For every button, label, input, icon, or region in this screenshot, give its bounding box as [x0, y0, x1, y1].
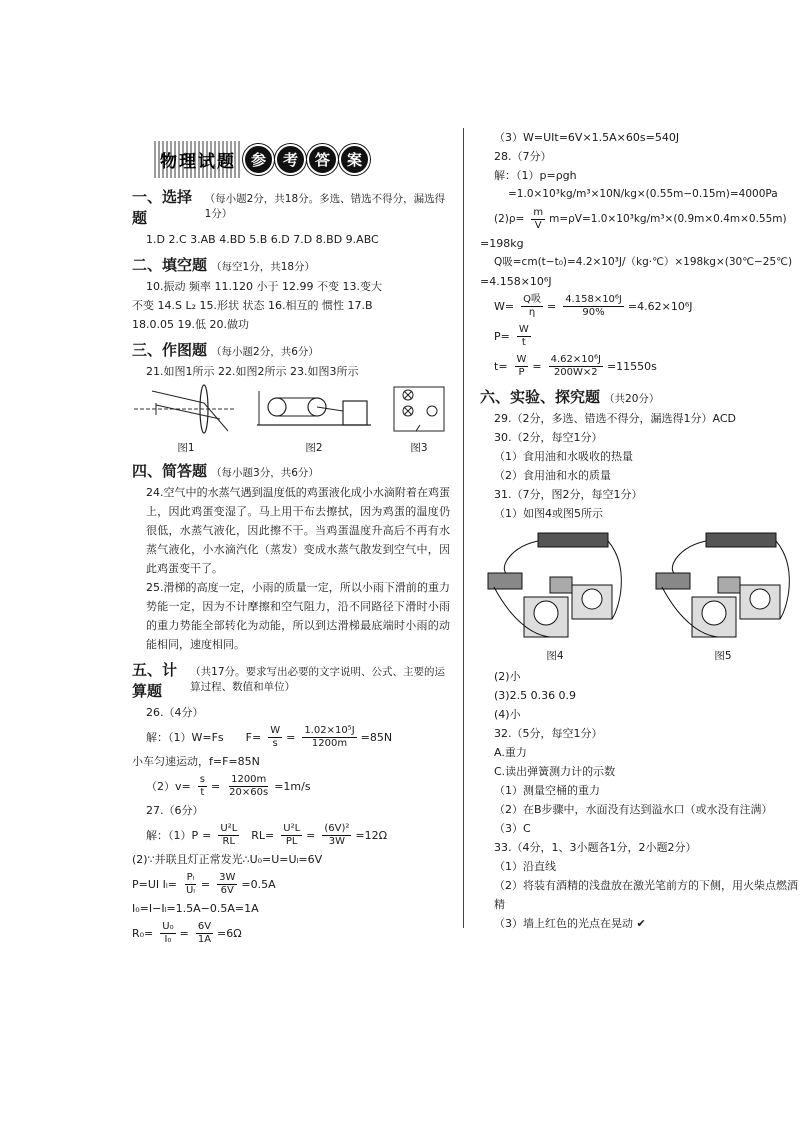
q33-line-3 — [480, 914, 798, 933]
q33-text: （3）墙上红色的光点在晃动 — [494, 917, 633, 930]
q28-step: (2)ρ= — [494, 213, 525, 225]
figure-5 — [648, 527, 798, 663]
figure-1 — [132, 381, 240, 455]
q32-line: A.重力 — [494, 746, 527, 759]
title-subject: 物理试题 — [154, 141, 242, 178]
q28-line: 解：（1）p=ρgh — [494, 169, 577, 182]
q27-result: =12Ω — [355, 828, 388, 842]
section-short-answer — [132, 460, 450, 481]
figure-3 — [388, 381, 450, 455]
fraction: $\frac{1200m}{20\times 60s}$ — [229, 773, 269, 798]
fraction: $\frac{W}{t}$ — [518, 323, 529, 348]
drawing-line: 21.如图1所示 22.如图2所示 23.如图3所示 — [146, 365, 359, 378]
q28-step: t= — [494, 359, 508, 373]
q27-result: =0.5A — [241, 877, 276, 891]
title-char: 答 — [307, 144, 338, 175]
q28-result: =11550s — [606, 359, 657, 373]
title-char: 参 — [243, 144, 274, 175]
q33-line: （2）将装有酒精的浅盘放在激光笔前方的下侧，用火柴点燃酒精 — [494, 879, 798, 911]
q28-step: P= — [494, 329, 510, 343]
q27-step: P=UI Iₗ= — [132, 877, 177, 891]
column-divider — [463, 128, 464, 928]
fill-line: 10.振动 频率 11.120 小于 12.99 不变 13.变大 — [146, 280, 382, 293]
fraction: $\frac{\text{U₀}}{\text{I₀}}$ — [162, 920, 174, 945]
figure-4 — [480, 527, 630, 663]
q28-step: W= — [494, 299, 515, 313]
q33: 33.（4分，1、3小题各1分，2小题2分） — [494, 841, 697, 854]
figure-2 — [255, 381, 373, 455]
fraction: $\frac{3W}{6V}$ — [219, 871, 236, 896]
q30: 30.（2分，每空1分） — [494, 431, 603, 444]
q27-work-2: P=UI Iₗ= $\frac{\text{Pₗ}}{\text{Uₗ}}$ = $\frac{3W}{6V}$ =0.5A — [132, 871, 276, 896]
fraction: $\frac{s}{t}$ — [199, 773, 205, 798]
left-column — [132, 128, 450, 948]
q30-line: （1）食用油和水吸收的热量 — [494, 450, 633, 463]
q28-heat: Q吸=cm(t−t₀)=4.2×10³J/（kg·℃）×198kg×(30℃−25℃) — [494, 256, 793, 268]
lens-diagram — [132, 381, 240, 437]
q26-result: =1m/s — [274, 779, 311, 793]
section-heading: 一、选择题 — [132, 188, 193, 227]
q28-line: =198kg — [480, 237, 524, 250]
fraction: $\frac{\text{1.02×10⁵J}}{1200m}$ — [304, 724, 355, 749]
fraction: $\frac{\text{U²L}}{RL}$ — [220, 822, 238, 847]
q27-work: 解：（1）P = $\frac{\text{U²L}}{RL}$ RL= $\frac{\text{U²L}}{PL}$ = $\frac{\text{(6V)²}}{3W}$ =12Ω — [146, 822, 388, 847]
section-note: （共20分） — [604, 393, 660, 405]
q32-line: （2）在B步骤中，水面没有达到溢水口（或水没有注满） — [494, 803, 773, 816]
q26-work: 解：（1）W=Fs F= $\frac{W}{s}$ = $\frac{\text{1.02×10⁵J}}{1200m}$ =85N — [146, 724, 393, 749]
section-heading: 四、简答题 — [132, 462, 208, 480]
fraction: $\frac{6V}{1A}$ — [197, 920, 212, 945]
q27-step: R₀= — [132, 926, 154, 940]
figure-caption: 图2 — [305, 442, 323, 454]
section-calculation — [132, 659, 450, 701]
apparatus-diagram — [648, 527, 798, 645]
q27-step: 解：（1）P — [146, 829, 199, 842]
q26-step: F= — [245, 730, 262, 744]
q26-step: （2）v= — [146, 780, 191, 793]
fraction: $\frac{\text{Q吸}}{\eta}$ — [523, 293, 541, 318]
section-note: （每小题3分，共6分） — [211, 467, 319, 479]
q32-line: （1）测量空桶的重力 — [494, 784, 600, 797]
section-heading: 二、填空题 — [132, 256, 208, 274]
fill-line: 不变 14.S L₂ 15.形状 状态 16.相互的 惯性 17.B — [132, 299, 373, 312]
q26-line: 小车匀速运动，f=F=85N — [132, 755, 260, 768]
section-note: （每空1分，共18分） — [211, 261, 316, 273]
fraction: $\frac{\text{4.158×10⁶J}}{90\%}$ — [565, 293, 622, 318]
section-fill — [132, 254, 450, 275]
figure-caption: 图3 — [410, 442, 428, 454]
q28-power — [480, 321, 798, 351]
figure-caption: 图1 — [177, 442, 195, 454]
fraction: $\frac{\text{U²L}}{PL}$ — [283, 822, 301, 847]
q32-line: C.读出弹簧测力计的示数 — [494, 765, 616, 778]
fraction: $\frac{W}{P}$ — [516, 353, 527, 378]
section-drawing — [132, 339, 450, 360]
q27-step: RL= — [251, 828, 275, 842]
q26-result: =85N — [360, 730, 393, 744]
apparatus-diagram — [480, 527, 630, 645]
section-choice — [132, 186, 450, 228]
check-mark-icon: ✔ — [636, 917, 646, 930]
q28-line: =1.0×10³kg/m³×10N/kg×(0.55m−0.15m)=4000Pa — [508, 188, 778, 200]
q28-label: 28.（7分） — [494, 150, 552, 163]
q29: 29.（2分，多选、错选不得分，漏选得1分）ACD — [494, 412, 736, 425]
q33-line: （1）沿直线 — [494, 860, 556, 873]
section-note: （每小题2分，共18分。多选、错选不得分，漏选得1分） — [204, 193, 446, 220]
section-heading: 六、实验、探究题 — [480, 388, 601, 406]
q27-line: I₀=I−Iₗ=1.5A−0.5A=1A — [132, 902, 259, 915]
circuit-diagram — [388, 381, 450, 437]
title-circles — [242, 144, 370, 175]
q26-step: 解：（1）W=Fs — [146, 731, 224, 744]
page-title — [154, 140, 450, 178]
figure-caption: 图5 — [714, 650, 732, 662]
q32-line: （3）C — [494, 822, 531, 835]
q27-part3: （3）W=UIt=6V×1.5A×60s=540J — [494, 131, 680, 144]
title-char: 考 — [275, 144, 306, 175]
q32: 32.（5分，每空1分） — [494, 727, 603, 740]
q28-step: m=ρV=1.0×10³kg/m³×(0.9m×0.4m×0.55m) — [549, 213, 787, 225]
right-column — [480, 128, 798, 933]
q28-time: t= $\frac{W}{P}$ = $\frac{\text{4.62×10⁶J}}{200W\times 2}$ =11550s — [494, 353, 657, 378]
q26-work-2: （2）v= $\frac{s}{t}$ = $\frac{1200m}{20\times 60s}$ =1m/s — [146, 773, 311, 798]
section-experiment — [480, 386, 798, 407]
fill-line: 18.0.05 19.低 20.做功 — [132, 318, 249, 331]
q28-result: =4.62×10⁶J — [627, 299, 693, 313]
q31-line: (3)2.5 0.36 0.9 — [494, 689, 577, 702]
q28-density — [480, 204, 798, 234]
q31-line: （1）如图4或图5所示 — [494, 507, 603, 520]
q27-label: 27.（6分） — [146, 804, 204, 817]
q26-label: 26.（4分） — [146, 706, 204, 719]
q30-line: （2）食用油和水的质量 — [494, 469, 611, 482]
figure-caption: 图4 — [546, 650, 564, 662]
fraction: $\frac{m}{V}$ — [533, 206, 544, 231]
q27-work-3: R₀= $\frac{\text{U₀}}{\text{I₀}}$ = $\frac{6V}{1A}$ =6Ω — [132, 920, 242, 945]
drawing-figures — [132, 381, 450, 455]
pulley-diagram — [255, 381, 373, 437]
fraction: $\frac{\text{4.62×10⁶J}}{200W\times 2}$ — [550, 353, 601, 378]
q27-result: =6Ω — [217, 926, 242, 940]
choice-answers: 1.D 2.C 3.AB 4.BD 5.B 6.D 7.D 8.BD 9.ABC — [146, 233, 379, 246]
fraction: $\frac{\text{Pₗ}}{\text{Uₗ}}$ — [185, 871, 195, 896]
section-heading: 五、计算题 — [132, 661, 178, 700]
q28-line: =4.158×10⁶J — [480, 275, 552, 288]
q31-line: (2)小 — [494, 670, 521, 683]
section-note: （共17分。要求写出必要的文字说明、公式、主要的运算过程、数值和单位） — [190, 666, 446, 693]
q31-line: (4)小 — [494, 708, 521, 721]
answer-24: 24.空气中的水蒸气遇到温度低的鸡蛋液化成小水滴附着在鸡蛋上，因此鸡蛋变湿了。马上用干布去擦拭，因为鸡蛋的温度仍很低，水蒸气液化，因此擦不干。当鸡蛋温度升高后不再有水蒸气液化，小水滴汽化（蒸发）变成水蒸气散发到空气中，因此鸡蛋变干了。 — [146, 486, 450, 575]
answer-25: 25.滑梯的高度一定，小雨的质量一定，所以小雨下滑前的重力势能一定，因为不计摩擦和空气阻力，沿不同路径下滑时小雨的重力势能全部转化为动能，所以到达滑梯最底端时小雨的动能相同，速度相同。 — [146, 581, 450, 651]
section-heading: 三、作图题 — [132, 341, 208, 359]
q28-work: W= $\frac{\text{Q吸}}{\eta}$ = $\frac{\text{4.158×10⁶J}}{90\%}$ =4.62×10⁶J — [494, 293, 693, 318]
fraction: $\frac{\text{(6V)²}}{3W}$ — [324, 822, 350, 847]
q27-line: (2)∵并联且灯正常发光∴U₀=U=Uₗ=6V — [132, 853, 323, 866]
q31: 31.（7分，图2分，每空1分） — [494, 488, 643, 501]
fraction: $\frac{W}{s}$ — [270, 724, 281, 749]
section-note: （每小题2分，共6分） — [211, 346, 319, 358]
circuit-figures — [480, 527, 798, 663]
title-char: 案 — [339, 144, 370, 175]
